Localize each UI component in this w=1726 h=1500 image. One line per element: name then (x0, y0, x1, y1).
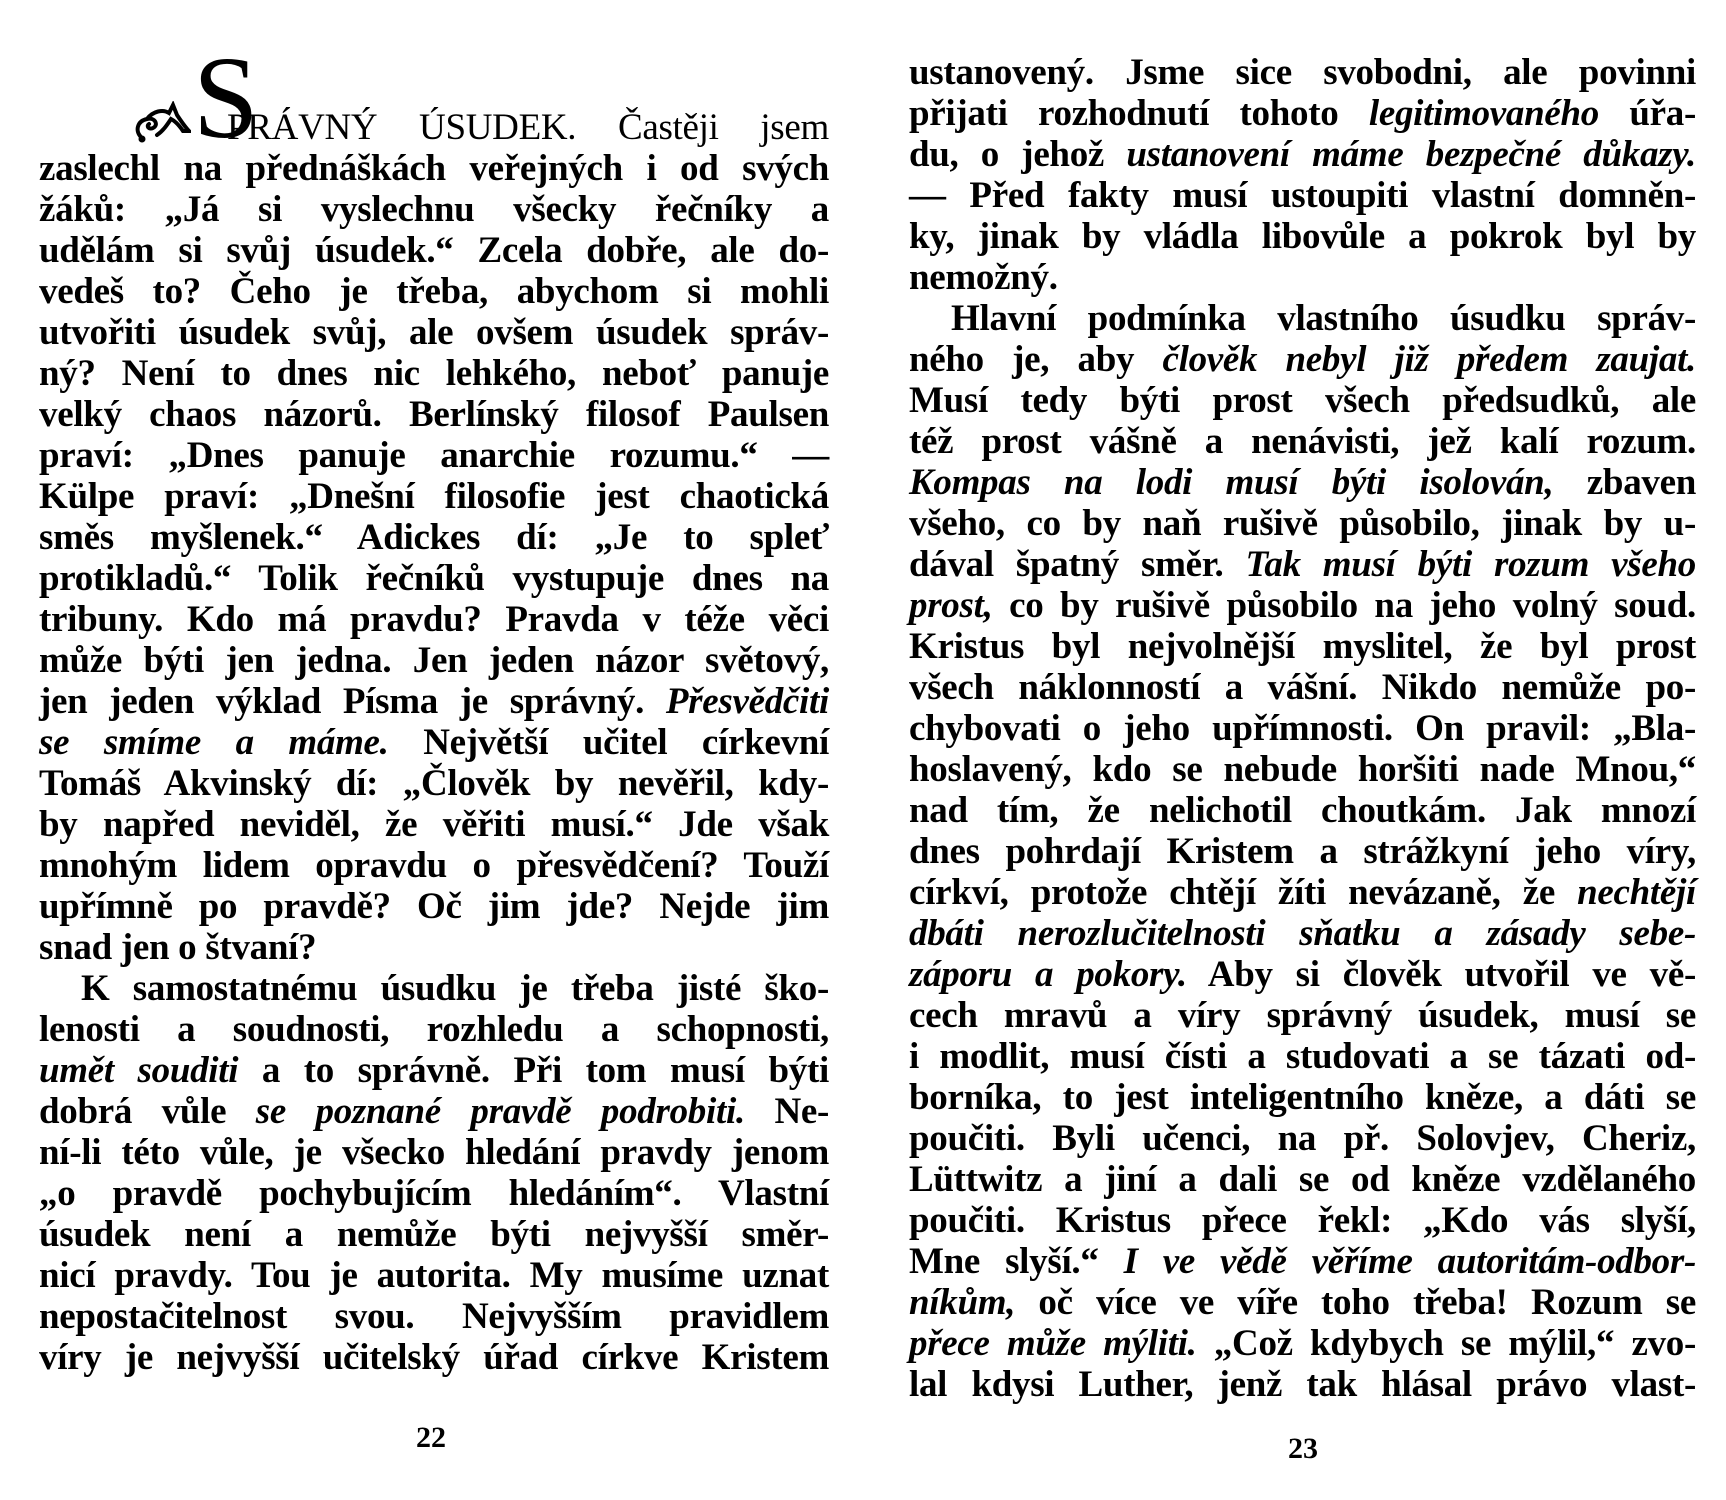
text-run: Tomáš Akvinský dí: „Člověk by nevěřil, kdy- (39, 763, 829, 804)
text-run: víry je nejvyšší učitelský úřad církve Kristem (39, 1337, 829, 1378)
text-run: mnohým lidem opravdu o přesvědčení? Touží (39, 845, 829, 886)
text-line (39, 271, 829, 312)
text-line (909, 421, 1696, 462)
text-run: PRÁVNÝ ÚSUDEK. Častěji jsem (227, 107, 829, 148)
text-line (39, 1296, 829, 1337)
italic-text: legitimovaného (1368, 93, 1599, 134)
text-line (39, 517, 829, 558)
text-line (39, 312, 829, 353)
text-line (39, 1050, 829, 1091)
text-line (909, 462, 1696, 503)
text-line (909, 134, 1696, 175)
text-line (909, 216, 1696, 257)
text-run: dobrá vůle (39, 1091, 256, 1132)
text-run: Ne- (744, 1091, 830, 1132)
text-line (39, 1173, 829, 1214)
text-run: a to správně. Při tom musí býti (238, 1050, 829, 1091)
text-line (909, 503, 1696, 544)
text-run: vedeš to? Čeho je třeba, abychom si mohli (39, 271, 829, 312)
italic-text: nechtějí (1577, 872, 1696, 913)
text-line (909, 913, 1696, 954)
italic-text: dbáti nerozlučitelnosti sňatku a zásady sebe- (909, 913, 1696, 954)
text-run: utvořiti úsudek svůj, ale ovšem úsudek správ- (39, 312, 829, 353)
text-run: Musí tedy býti prost všech předsudků, ale (909, 380, 1696, 421)
italic-text: se smíme a máme. (39, 722, 389, 763)
text-line (909, 1118, 1696, 1159)
text-run: upřímně po pravdě? Oč jim jde? Nejde jim (39, 886, 829, 927)
text-run: „o pravdě pochybujícím hledáním“. Vlastní (39, 1173, 829, 1214)
text-run: nepostačitelnost svou. Nejvyšším pravidlem (39, 1296, 829, 1337)
text-line (909, 298, 1696, 339)
italic-text: prost, (909, 585, 993, 626)
text-run: velký chaos názorů. Berlínský filosof Paulsen (39, 394, 829, 435)
text-line (909, 749, 1696, 790)
text-run: K samostatnému úsudku je třeba jisté ško- (81, 968, 829, 1009)
text-run: dnes pohrdají Kristem a strážkyní jeho víry, (909, 831, 1696, 872)
text-line (909, 954, 1696, 995)
text-run: Külpe praví: „Dnešní filosofie jest chaotická (39, 476, 829, 517)
text-line (909, 1364, 1696, 1405)
italic-text: Tak musí býti rozum všeho (1245, 544, 1697, 585)
text-line (39, 1214, 829, 1255)
text-line (39, 1009, 829, 1050)
text-line (909, 380, 1696, 421)
text-line (39, 1091, 829, 1132)
text-line (909, 257, 1696, 298)
italic-text: umět souditi (39, 1050, 239, 1091)
italic-text: Kompas na lodi musí býti isolován, (909, 462, 1554, 503)
text-run: ní-li této vůle, je všecko hledání pravdy jenom (39, 1132, 829, 1173)
text-line (39, 599, 829, 640)
text-run: lal kdysi Luther, jenž tak hlásal právo vlast- (909, 1364, 1696, 1405)
text-run: ky, jinak by vládla libovůle a pokrok byl by (909, 216, 1696, 257)
italic-text: člověk nebyl již předem zaujat. (1162, 339, 1697, 380)
text-line (39, 1337, 829, 1378)
text-line (39, 886, 829, 927)
text-line (39, 353, 829, 394)
text-run: zbaven (1553, 462, 1696, 503)
text-run: poučiti. Kristus přece řekl: „Kdo vás slyší, (909, 1200, 1696, 1241)
text-line (909, 1282, 1696, 1323)
text-line (909, 175, 1696, 216)
text-run: zaslechl na přednáškách veřejných i od svých (39, 148, 829, 189)
text-run: úřa- (1598, 93, 1696, 134)
text-run: Aby si člověk utvořil ve vě- (1186, 954, 1696, 995)
text-line (39, 230, 829, 271)
text-line (39, 927, 829, 968)
text-run: přijati rozhodnutí tohoto (909, 93, 1369, 134)
text-run: tribuny. Kdo má pravdu? Pravda v téže věci (39, 599, 829, 640)
flourish-ornament-icon (133, 101, 191, 143)
italic-text: se poznané pravdě podrobiti. (255, 1091, 745, 1132)
text-run: „Což kdybych se mýlil,“ zvo- (1196, 1323, 1696, 1364)
text-run: protikladů.“ Tolik řečníků vystupuje dnes na (39, 558, 829, 599)
text-run: lenosti a soudnosti, rozhledu a schopnosti, (39, 1009, 829, 1050)
text-line (909, 1323, 1696, 1364)
italic-text: Přesvědčiti (665, 681, 829, 722)
text-line (909, 1200, 1696, 1241)
text-run: poučiti. Byli učenci, na př. Solovjev, Cheriz, (909, 1118, 1696, 1159)
text-line (39, 148, 829, 189)
text-run: borníka, to jest inteligentního kněze, a dáti se (909, 1077, 1696, 1118)
italic-text: níkům, (909, 1282, 1016, 1323)
text-line (39, 1132, 829, 1173)
text-run: i modlit, musí čísti a studovati a se tázati od- (909, 1036, 1696, 1077)
text-line (39, 640, 829, 681)
text-run: chybovati o jeho upřímnosti. On pravil: „Bla- (909, 708, 1696, 749)
text-run: církví, protože chtějí žíti nevázaně, že (909, 872, 1578, 913)
text-run: cech mravů a víry správný úsudek, musí se (909, 995, 1696, 1036)
text-run: nemožný. (909, 257, 1058, 298)
text-line (909, 831, 1696, 872)
page-left-text (39, 32, 830, 1378)
text-line (39, 845, 829, 886)
text-run: Mne slyší.“ (909, 1241, 1124, 1282)
italic-text: ustanovení máme bezpečné důkazy. (1126, 134, 1696, 175)
text-line (909, 585, 1696, 626)
text-run: nicí pravdy. Tou je autorita. My musíme uznat (39, 1255, 829, 1296)
text-run: Lüttwitz a jiní a dali se od kněze vzdělaného (909, 1159, 1696, 1200)
text-run: nad tím, že nelichotil choutkám. Jak mnozí (909, 790, 1696, 831)
text-line (909, 93, 1696, 134)
text-line (909, 1036, 1696, 1077)
italic-text: záporu a pokory. (909, 954, 1187, 995)
text-line (909, 995, 1696, 1036)
page-number-left: 22 (416, 1421, 446, 1454)
text-line (39, 1255, 829, 1296)
text-run: hoslavený, kdo se nebude horšiti nade Mnou,“ (909, 749, 1696, 790)
text-run: ného je, aby (909, 339, 1163, 380)
text-line (909, 626, 1696, 667)
text-line (39, 804, 829, 845)
text-line (39, 558, 829, 599)
page-number-right: 23 (1288, 1432, 1318, 1465)
text-line (909, 544, 1696, 585)
text-run: oč více ve víře toho třeba! Rozum se (1015, 1282, 1696, 1323)
text-run: Největší učitel církevní (388, 722, 829, 763)
text-run: všech náklonností a vášní. Nikdo nemůže po- (909, 667, 1696, 708)
text-line (909, 1077, 1696, 1118)
text-run: též prost vášně a nenávisti, jež kalí rozum. (909, 421, 1696, 462)
text-line (39, 968, 829, 1009)
text-line (909, 339, 1696, 380)
italic-text: přece může mýliti. (909, 1323, 1197, 1364)
text-run: praví: „Dnes panuje anarchie rozumu.“ — (39, 435, 829, 476)
text-run: by napřed neviděl, že věřiti musí.“ Jde však (39, 804, 829, 845)
drop-cap-group (133, 32, 273, 163)
text-line (909, 1241, 1696, 1282)
text-run: ustanovený. Jsme sice svobodni, ale povinni (909, 52, 1696, 93)
text-run: du, o jehož (909, 134, 1127, 175)
text-run: Kristus byl nejvolnější myslitel, že byl prost (909, 626, 1696, 667)
text-line (39, 681, 829, 722)
text-line (909, 52, 1696, 93)
text-line (39, 763, 829, 804)
text-run: úsudek není a nemůže býti nejvyšší směr- (39, 1214, 829, 1255)
text-line (39, 32, 829, 163)
text-line (39, 394, 829, 435)
text-run: — Před fakty musí ustoupiti vlastní domněn- (909, 175, 1696, 216)
text-run: jen jeden výklad Písma je správný. (39, 681, 666, 722)
text-run: směs myšlenek.“ Adickes dí: „Je to spleť (39, 517, 829, 558)
text-line (909, 667, 1696, 708)
text-run: co by rušivě působilo na jeho volný soud. (992, 585, 1696, 626)
text-run: dával špatný směr. (909, 544, 1246, 585)
text-line (909, 790, 1696, 831)
text-line (39, 722, 829, 763)
text-run: může býti jen jedna. Jen jeden názor světový, (39, 640, 829, 681)
text-run: udělám si svůj úsudek.“ Zcela dobře, ale do- (39, 230, 829, 271)
italic-text: I ve vědě věříme autoritám-odbor- (1123, 1241, 1696, 1282)
text-run: všeho, co by naň rušivě působilo, jinak by u- (909, 503, 1696, 544)
text-run: Hlavní podmínka vlastního úsudku správ- (951, 298, 1696, 339)
text-line (39, 189, 829, 230)
text-line (909, 1159, 1696, 1200)
page-right-text (909, 52, 1696, 1405)
text-run: žáků: „Já si vyslechnu všecky řečníky a (39, 189, 829, 230)
text-line (909, 708, 1696, 749)
drop-cap-letter: S (193, 32, 259, 163)
text-run: ný? Není to dnes nic lehkého, neboť panuje (39, 353, 829, 394)
text-line (909, 872, 1696, 913)
text-line (39, 435, 829, 476)
text-line (39, 476, 829, 517)
text-run: snad jen o štvaní? (39, 927, 317, 968)
